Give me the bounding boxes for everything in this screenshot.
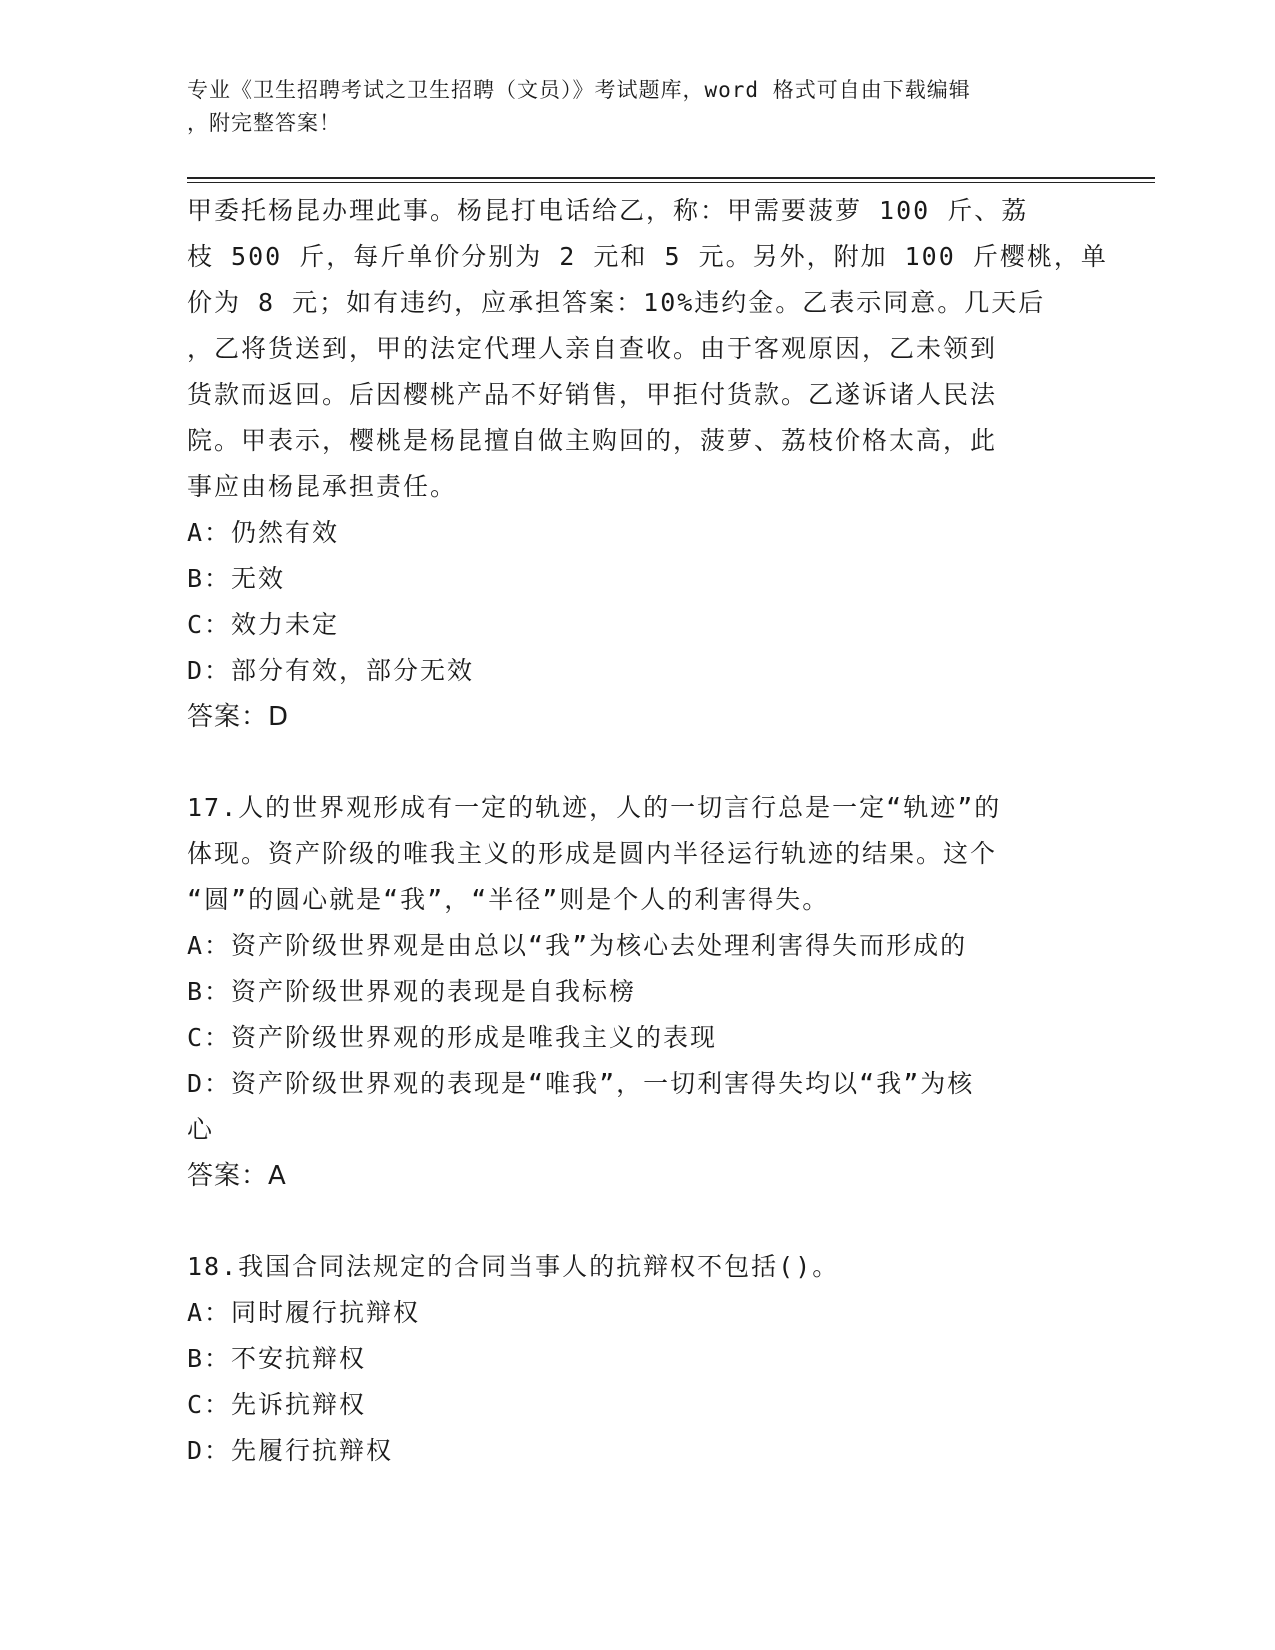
- option-d: D：先履行抗辩权: [187, 1436, 394, 1465]
- option-b: B：资产阶级世界观的表现是自我标榜: [187, 977, 637, 1006]
- option-c: C：资产阶级世界观的形成是唯我主义的表现: [187, 1023, 718, 1052]
- header-line-2: ，附完整答案！: [187, 111, 341, 135]
- option-a: A：同时履行抗辩权: [187, 1298, 421, 1327]
- question-stem-line: 事应由杨昆承担责任。: [187, 472, 458, 501]
- question-stem-line: ，乙将货送到，甲的法定代理人亲自查收。由于客观原因，乙未领到: [187, 334, 998, 363]
- question-stem-line: 17.人的世界观形成有一定的轨迹，人的一切言行总是一定“轨迹”的: [187, 793, 1002, 822]
- question-stem-line: 18.我国合同法规定的合同当事人的抗辩权不包括()。: [187, 1252, 840, 1281]
- option-c: C：效力未定: [187, 610, 340, 639]
- document-header: [187, 74, 1087, 140]
- question-stem-line: 体现。资产阶级的唯我主义的形成是圆内半径运行轨迹的结果。这个: [187, 839, 998, 868]
- question-stem-line: 价为 8 元；如有违约，应承担答案：10%违约金。乙表示同意。几天后: [187, 288, 1046, 317]
- header-rule-thin: [187, 182, 1155, 183]
- answer-label: 答案：D: [187, 702, 290, 732]
- header-line-1: 专业《卫生招聘考试之卫生招聘（文员）》考试题库，word 格式可自由下载编辑: [187, 78, 971, 102]
- answer-label: 答案：A: [187, 1161, 287, 1191]
- document-body: [187, 188, 1108, 1474]
- option-d: D：部分有效，部分无效: [187, 656, 475, 685]
- header-rule-thick: [187, 177, 1155, 179]
- question-18: [187, 1244, 1077, 1474]
- option-c: C：先诉抗辩权: [187, 1390, 367, 1419]
- question-stem-line: 院。甲表示，樱桃是杨昆擅自做主购回的，菠萝、荔枝价格太高，此: [187, 426, 998, 455]
- option-a: A：仍然有效: [187, 518, 340, 547]
- question-stem-line: 枝 500 斤，每斤单价分别为 2 元和 5 元。另外，附加 100 斤樱桃，单: [187, 242, 1108, 271]
- question-17: [187, 785, 1077, 1199]
- question-stem-line: 货款而返回。后因樱桃产品不好销售，甲拒付货款。乙遂诉诸人民法: [187, 380, 998, 409]
- option-d: D：资产阶级世界观的表现是“唯我”，一切利害得失均以“我”为核: [187, 1069, 975, 1098]
- question-stem-line: “圆”的圆心就是“我”，“半径”则是个人的利害得失。: [187, 885, 830, 914]
- question-stem-line: 甲委托杨昆办理此事。杨昆打电话给乙，称：甲需要菠萝 100 斤、荔: [187, 196, 1029, 225]
- option-a: A：资产阶级世界观是由总以“我”为核心去处理利害得失而形成的: [187, 931, 968, 960]
- option-d-continued: 心: [187, 1115, 215, 1144]
- option-b: B：不安抗辩权: [187, 1344, 367, 1373]
- question-16: [187, 188, 1108, 740]
- option-b: B：无效: [187, 564, 286, 593]
